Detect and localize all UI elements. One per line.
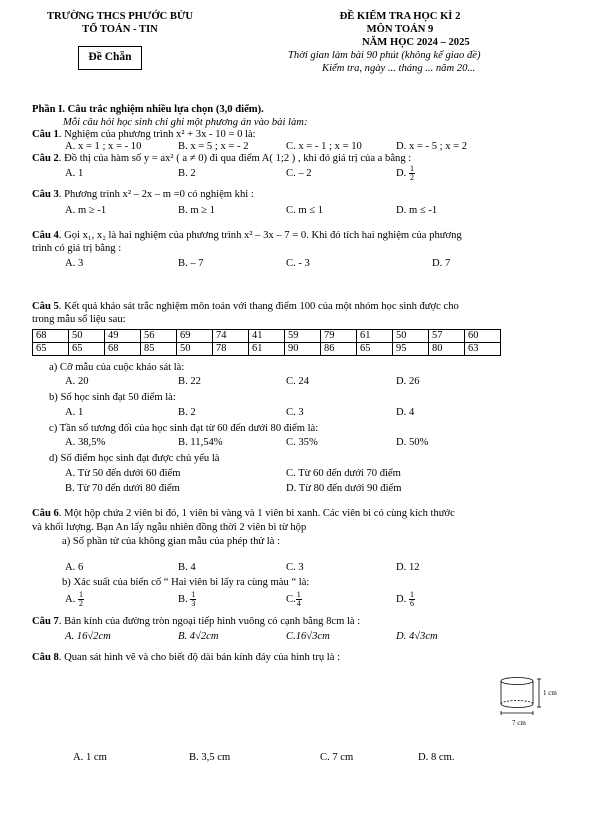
option-letter: C. xyxy=(286,593,296,605)
table-cell: 63 xyxy=(465,343,501,356)
table-cell: 41 xyxy=(249,330,285,343)
cylinder-bottom-hidden-arc xyxy=(501,701,533,705)
q2-option-d xyxy=(396,165,415,182)
fraction-one-sixth: $\frac{1}{6}$ xyxy=(409,590,414,608)
q3-option-d: D. m ≤ -1 xyxy=(396,205,438,216)
q5c-option-d: D. 50% xyxy=(396,437,429,448)
table-cell: 65 xyxy=(33,343,69,356)
question-label: Câu 3 xyxy=(32,189,59,200)
fraction-one-half: $\frac{1}{2}$ xyxy=(409,164,414,182)
question-label: Câu 8 xyxy=(32,652,59,663)
question-stem: . Đồ thị của hàm số y = ax² ( a ≠ 0) đi qua điểm A( 1;2 ) , khi đó giá trị của a bằng : xyxy=(58,153,412,164)
table-cell: 68 xyxy=(33,330,69,343)
question-stem: . Một hộp chứa 2 viên bi đỏ, 1 viên bi vàng và 1 viên bi xanh. Các viên bi có cùng kích thước xyxy=(58,508,455,519)
q5a-stem: a) Cỡ mẫu của cuộc khảo sát là: xyxy=(49,362,185,373)
table-cell: 69 xyxy=(177,330,213,343)
question-4 xyxy=(32,230,462,243)
q5b-option-d: D. 4 xyxy=(396,407,415,418)
table-cell: 59 xyxy=(285,330,321,343)
q4-option-b: B. – 7 xyxy=(178,258,204,269)
table-cell: 86 xyxy=(321,343,357,356)
question-6-stem-cont: và khối lượng. Bạn An lấy ngẫu nhiên đồng thời 2 viên bi từ hộp xyxy=(32,522,307,533)
question-stem: . Quan sát hình vẽ và cho biết độ dài bán kính đáy của hình trụ là : xyxy=(58,652,341,663)
q6a-stem: a) Số phần tử của không gian mẫu của phép thử là : xyxy=(62,536,281,547)
question-8 xyxy=(32,652,340,665)
q6b-option-c xyxy=(286,591,302,608)
q5a-option-c: C. 24 xyxy=(286,376,309,387)
q8-option-b: B. 3,5 cm xyxy=(189,752,231,763)
question-7 xyxy=(32,616,360,629)
q7-option-d: D. 4√3cm xyxy=(396,631,438,642)
q8-option-c: C. 7 cm xyxy=(320,752,354,763)
question-stem: . Phương trình x² – 2x – m =0 có nghiệm khi : xyxy=(58,189,254,200)
table-cell: 49 xyxy=(105,330,141,343)
cylinder-figure xyxy=(496,670,566,732)
q5c-stem: c) Tần số tương đối của học sinh đạt từ 60 đến dưới 80 điểm là: xyxy=(49,423,319,434)
width-label: 7 cm xyxy=(512,719,526,727)
q3-option-c: C. m ≤ 1 xyxy=(286,205,324,216)
q6a-option-d: D. 12 xyxy=(396,562,420,573)
question-label: Câu 2 xyxy=(32,153,59,164)
table-cell: 74 xyxy=(213,330,249,343)
option-letter: B. xyxy=(178,593,188,605)
q5c-option-a: A. 38,5% xyxy=(65,437,106,448)
q1-option-c: C. x = - 1 ; x = 10 xyxy=(286,141,362,152)
q5a-option-a: A. 20 xyxy=(65,376,89,387)
q6b-stem: b) Xác suất của biến cố “ Hai viên bi lấy ra cùng màu “ là: xyxy=(62,577,310,588)
q5b-stem: b) Số học sinh đạt 50 điểm là: xyxy=(49,392,176,403)
q3-option-b: B. m ≥ 1 xyxy=(178,205,216,216)
table-cell: 61 xyxy=(357,330,393,343)
q6a-option-b: B. 4 xyxy=(178,562,196,573)
q6b-option-d xyxy=(396,591,415,608)
table-cell: 65 xyxy=(69,343,105,356)
question-label: Câu 7 xyxy=(32,616,59,627)
option-letter: D. xyxy=(396,167,407,179)
fraction-one-third: $\frac{1}{3}$ xyxy=(191,590,196,608)
table-cell: 80 xyxy=(429,343,465,356)
question-stem: . Nghiệm của phương trình x² + 3x - 10 = 0 là: xyxy=(58,129,256,140)
question-6 xyxy=(32,508,455,521)
q2-option-c: C. – 2 xyxy=(286,168,312,179)
q5c-option-c: C. 35% xyxy=(286,437,318,448)
cylinder-bottom-arc xyxy=(501,704,533,708)
table-cell: 57 xyxy=(429,330,465,343)
q7-option-a: A. 16√2cm xyxy=(65,631,111,642)
table-row xyxy=(33,330,501,343)
q5d-option-c: C. Từ 60 đến dưới 70 điểm xyxy=(286,468,401,479)
q5a-option-d: D. 26 xyxy=(396,376,420,387)
exam-title: ĐỀ KIỂM TRA HỌC KÌ 2 xyxy=(339,11,461,22)
question-stem: . Gọi x₁, x₂ là hai nghiệm của phương trình x² – 3x – 7 = 0. Khi đó tích hai nghiệm của phương xyxy=(58,230,462,241)
q6b-option-b xyxy=(178,591,196,608)
q4-option-d: D. 7 xyxy=(432,258,451,269)
q4-option-a: A. 3 xyxy=(65,258,84,269)
q5c-option-b: B. 11,54% xyxy=(178,437,223,448)
q8-option-a: A. 1 cm xyxy=(73,752,107,763)
q7-option-c: C.16√3cm xyxy=(286,631,330,642)
fraction-one-quarter: $\frac{1}{4}$ xyxy=(296,590,301,608)
school-year: NĂM HỌC 2024 – 2025 xyxy=(362,37,470,48)
question-stem: . Kết quả khảo sát trắc nghiệm môn toán với thang điểm 100 của một nhóm học sinh được cho xyxy=(58,301,459,312)
table-cell: 85 xyxy=(141,343,177,356)
q6a-option-a: A. 6 xyxy=(65,562,84,573)
q5b-option-b: B. 2 xyxy=(178,407,196,418)
table-cell: 65 xyxy=(357,343,393,356)
q6a-option-c: C. 3 xyxy=(286,562,304,573)
question-label: Câu 4 xyxy=(32,230,59,241)
cylinder-top-ellipse xyxy=(501,678,533,685)
question-4-stem-cont: trình có giá trị bằng : xyxy=(32,243,122,254)
department-name: TỔ TOÁN - TIN xyxy=(82,24,158,35)
question-2 xyxy=(32,153,411,166)
q8-option-d: D. 8 cm. xyxy=(418,752,455,763)
q5d-option-a: A. Từ 50 đến dưới 60 điểm xyxy=(65,468,181,479)
q2-option-a: A. 1 xyxy=(65,168,84,179)
part1-instruction: Mỗi câu hỏi học sinh chỉ ghi một phương án vào bài làm: xyxy=(63,117,308,128)
option-letter: D. xyxy=(396,593,407,605)
table-row xyxy=(33,343,501,356)
q4-option-c: C. - 3 xyxy=(286,258,310,269)
q5d-stem: d) Số điểm học sinh đạt được chủ yếu là xyxy=(49,453,220,464)
q3-option-a: A. m ≥ -1 xyxy=(65,205,107,216)
table-cell: 95 xyxy=(393,343,429,356)
question-5-stem-cont: trong mẫu số liệu sau: xyxy=(32,314,126,325)
question-stem: . Bán kính của đường tròn ngoại tiếp hình vuông có cạnh bằng 8cm là : xyxy=(58,616,361,627)
score-table xyxy=(32,329,501,356)
q5d-option-b: B. Từ 70 đến dưới 80 điểm xyxy=(65,483,180,494)
subject-title: MÔN TOÁN 9 xyxy=(366,24,434,35)
question-label: Câu 5 xyxy=(32,301,59,312)
question-1 xyxy=(32,129,256,142)
q5d-option-d: D. Từ 80 đến dưới 90 điểm xyxy=(286,483,402,494)
part1-title: Phần I. Câu trắc nghiệm nhiều lựa chọn (3,0 điểm). xyxy=(32,104,264,115)
fraction-one-half: $\frac{1}{2}$ xyxy=(78,590,83,608)
table-cell: 90 xyxy=(285,343,321,356)
q5b-option-a: A. 1 xyxy=(65,407,84,418)
duration-note: Thời gian làm bài 90 phút (không kể giao đề) xyxy=(288,50,481,61)
q1-option-a: A. x = 1 ; x = - 10 xyxy=(65,141,142,152)
date-line: Kiểm tra, ngày ... tháng ... năm 20... xyxy=(322,63,476,74)
q7-option-b: B. 4√2cm xyxy=(178,631,219,642)
table-cell: 60 xyxy=(465,330,501,343)
q5a-option-b: B. 22 xyxy=(178,376,201,387)
question-label: Câu 1 xyxy=(32,129,59,140)
table-cell: 50 xyxy=(393,330,429,343)
exam-code-badge: Đề Chẵn xyxy=(78,46,142,70)
table-cell: 50 xyxy=(177,343,213,356)
school-name: TRƯỜNG THCS PHƯỚC BỬU xyxy=(46,11,194,22)
table-cell: 78 xyxy=(213,343,249,356)
table-cell: 61 xyxy=(249,343,285,356)
q5b-option-c: C. 3 xyxy=(286,407,304,418)
table-cell: 79 xyxy=(321,330,357,343)
question-label: Câu 6 xyxy=(32,508,59,519)
table-cell: 50 xyxy=(69,330,105,343)
question-3 xyxy=(32,189,254,202)
table-cell: 68 xyxy=(105,343,141,356)
q1-option-b: B. x = 5 ; x = - 2 xyxy=(178,141,249,152)
question-5 xyxy=(32,301,459,314)
height-label: 1 cm xyxy=(543,689,557,697)
option-letter: A. xyxy=(65,593,76,605)
q6b-option-a xyxy=(65,591,84,608)
q1-option-d: D. x = - 5 ; x = 2 xyxy=(396,141,468,152)
q2-option-b: B. 2 xyxy=(178,168,196,179)
table-cell: 56 xyxy=(141,330,177,343)
